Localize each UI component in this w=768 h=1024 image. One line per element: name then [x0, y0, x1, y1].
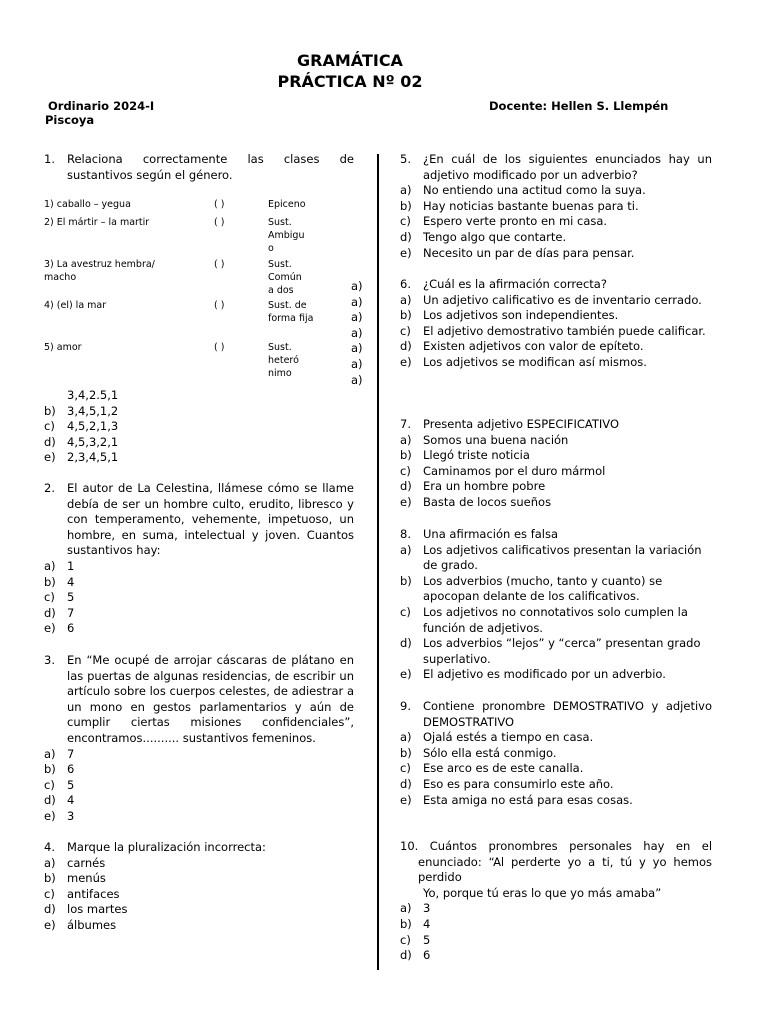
option: [400, 355, 712, 371]
option-text: Hay noticias bastante buenas para ti.: [423, 198, 639, 213]
option-text: álbumes: [67, 917, 117, 932]
option: [44, 606, 354, 622]
option-label: e): [400, 667, 412, 682]
option: [400, 636, 712, 667]
matching-item: 5) amor: [44, 342, 82, 353]
question-number: 3.: [44, 653, 55, 667]
question-text: Una afirmación es falsa: [423, 527, 559, 541]
option: [44, 793, 354, 809]
option-label: e): [44, 917, 56, 932]
option: [400, 199, 712, 215]
option: [44, 559, 354, 575]
stray-letter: a): [351, 356, 363, 371]
option-label: a): [44, 558, 56, 573]
option-label: c): [400, 604, 411, 619]
option-label: a): [44, 746, 56, 761]
option: [400, 793, 712, 809]
option-label: e): [44, 450, 56, 465]
option-label: d): [44, 605, 56, 620]
option-text: Los adjetivos se modifican así mismos.: [423, 354, 647, 369]
stray-letter: a): [351, 325, 363, 340]
option-text: 5: [67, 777, 75, 792]
question-6: [400, 277, 712, 371]
option-text: Tengo algo que contarte.: [423, 229, 567, 244]
option: [44, 856, 354, 872]
question-3: [44, 653, 354, 825]
option: [400, 479, 712, 495]
question-text-continued: Yo, porque tú eras lo que yo más amaba”: [423, 885, 662, 900]
option-text: 4,5,3,2,1: [67, 434, 119, 449]
question-10: [400, 839, 712, 964]
practice-subtitle: PRÁCTICA Nº 02: [277, 72, 423, 91]
option: [400, 948, 712, 964]
option-label: b): [400, 198, 412, 213]
option-label: e): [400, 494, 412, 509]
option-label: d): [400, 229, 412, 244]
option-label: a): [400, 183, 412, 198]
option: [400, 933, 712, 949]
question-8: [400, 527, 712, 683]
stray-letter: a): [351, 279, 363, 293]
option: [44, 778, 354, 794]
option-label: a): [400, 432, 412, 447]
option-label: d): [400, 776, 412, 791]
option-text: Un adjetivo calificativo es de inventario cerrado.: [423, 292, 702, 307]
option: [400, 901, 712, 917]
option-text: 6: [423, 948, 431, 963]
option-label: e): [400, 354, 412, 369]
option: [400, 433, 712, 449]
option-label: e): [400, 792, 412, 807]
option: [44, 419, 354, 435]
option-text: 7: [67, 746, 75, 761]
option-text: Necesito un par de días para pensar.: [423, 245, 635, 260]
option-text: Los adverbios (mucho, tanto y cuanto) se apocopan delante de los calificativos.: [423, 573, 663, 604]
option-text: El adjetivo es modificado por un adverbio.: [423, 667, 666, 682]
option: [400, 448, 712, 464]
teacher-name: Docente: Hellen S. Llempén: [489, 99, 669, 113]
matching-item: 2) El mártir – la martir: [44, 217, 150, 228]
option: [44, 388, 354, 404]
matching-type: Sust. heteró nimo: [268, 342, 299, 379]
option-label: e): [400, 245, 412, 260]
question-text: Marque la pluralización incorrecta:: [67, 840, 266, 854]
question-number: 4.: [44, 840, 55, 854]
option-text: Los adjetivos calificativos presentan la variación de grado.: [423, 542, 702, 573]
option-text: 4: [67, 574, 75, 589]
option-label: b): [400, 573, 412, 588]
question-text: ¿Cuál es la afirmación correcta?: [423, 277, 607, 291]
option-label: a): [400, 542, 412, 557]
option-label: d): [400, 636, 412, 651]
question-number: 2.: [44, 481, 55, 495]
option-label: d): [44, 902, 56, 917]
option-text: Espero verte pronto en mi casa.: [423, 214, 608, 229]
option-text: 7: [67, 605, 75, 620]
question-text: El autor de La Celestina, llámese cómo se llame debía de ser un hombre culto, erudito, libresco y con temperamento, vehemente, impetuoso, un hombre, en suma, intelectual y joven. Cuantos sustantivos hay:: [67, 481, 354, 558]
option: [44, 871, 354, 887]
option-label: a): [44, 855, 56, 870]
option-label: e): [44, 808, 56, 823]
question-text: Cuántos pronombres personales hay en el enunciado: “Al perderte yo a ti, tú y yo hemos perdido: [418, 839, 713, 885]
matching-type: Sust. de forma fija: [268, 300, 314, 324]
question-text: Presenta adjetivo ESPECIFICATIVO: [423, 417, 619, 431]
question-text: ¿En cuál de los siguientes enunciados hay un adjetivo modificado por un adverbio?: [423, 152, 712, 182]
question-9: [400, 699, 712, 808]
question-5: [400, 152, 712, 261]
matching-type: Epiceno: [268, 199, 306, 210]
option-label: c): [44, 886, 55, 901]
option-label: c): [44, 419, 55, 434]
question-1: [44, 152, 354, 183]
option-label: c): [44, 777, 55, 792]
option: [400, 574, 712, 605]
option-text: 3: [67, 808, 75, 823]
option-label: d): [44, 793, 56, 808]
stray-letter: a): [351, 341, 363, 356]
option: [44, 435, 354, 451]
option-text: 5: [423, 932, 431, 947]
option: [400, 464, 712, 480]
option-label: c): [400, 761, 411, 776]
question-number: 10.: [400, 839, 419, 853]
option: [400, 324, 712, 340]
option-text: 3: [423, 901, 431, 916]
option: [44, 404, 354, 420]
option-label: e): [44, 621, 56, 636]
question-number: 1.: [44, 152, 55, 166]
option-label: b): [400, 308, 412, 323]
option-text: El adjetivo demostrativo también puede calificar.: [423, 323, 706, 338]
option: [44, 887, 354, 903]
stray-letter-column: [351, 279, 363, 388]
stray-letter: a): [351, 294, 363, 309]
option: [400, 339, 712, 355]
option: [44, 762, 354, 778]
option-label: a): [400, 901, 412, 916]
stray-letter: a): [351, 310, 363, 325]
option-text: 3,4,5,1,2: [67, 403, 119, 418]
option-label: c): [400, 463, 411, 478]
option-label: a): [400, 730, 412, 745]
option-label: d): [400, 339, 412, 354]
option-label: b): [44, 762, 56, 777]
question-number: 6.: [400, 277, 411, 291]
option-text: Los adverbios “lejos” y “cerca” presentan grado superlativo.: [423, 636, 701, 666]
option-text: Caminamos por el duro mármol: [423, 463, 606, 478]
option-text: 4: [67, 793, 75, 808]
matching-type: Sust. Común a dos: [268, 259, 302, 296]
option-text: 6: [67, 621, 75, 636]
question-4: [44, 840, 354, 934]
term-label: Ordinario 2024-I: [48, 99, 155, 113]
option-label: d): [44, 434, 56, 449]
option-label: b): [44, 574, 56, 589]
question-text: Relaciona correctamente las clases de sustantivos según el género.: [67, 152, 354, 182]
option-text: 3,4,2.5,1: [67, 388, 119, 402]
option-text: Era un hombre pobre: [423, 479, 546, 494]
option-label: b): [44, 403, 56, 418]
option-label: b): [400, 448, 412, 463]
option-label: c): [400, 214, 411, 229]
option-label: a): [400, 292, 412, 307]
option: [44, 809, 354, 825]
option-text: Basta de locos sueños: [423, 494, 552, 509]
option: [400, 308, 712, 324]
question-text: Contiene pronombre DEMOSTRATIVO y adjetivo DEMOSTRATIVO: [423, 699, 712, 729]
option-label: c): [44, 590, 55, 605]
matching-item: 3) La avestruz hembra/ macho: [44, 259, 155, 283]
option: [400, 183, 712, 199]
option: [400, 761, 712, 777]
option: [400, 495, 712, 511]
option-label: d): [400, 479, 412, 494]
option: [400, 605, 712, 636]
option-text: Existen adjetivos con valor de epíteto.: [423, 339, 644, 354]
option-text: Los adjetivos no connotativos solo cumplen la función de adjetivos.: [423, 604, 688, 635]
option-text: Somos una buena nación: [423, 432, 569, 447]
option-text: carnés: [67, 855, 106, 870]
column-divider: [377, 154, 379, 970]
question-1-options: [44, 388, 354, 466]
option-label: b): [44, 871, 56, 886]
option-text: Ojalá estés a tiempo en casa.: [423, 730, 594, 745]
answer-blank: ( ): [214, 199, 225, 210]
option-text: los martes: [67, 902, 128, 917]
teacher-name-continued: Piscoya: [45, 113, 95, 127]
option-text: Los adjetivos son independientes.: [423, 308, 619, 323]
option: [400, 214, 712, 230]
option-label: b): [400, 916, 412, 931]
option: [44, 747, 354, 763]
option: [400, 293, 712, 309]
question-text: En “Me ocupé de arrojar cáscaras de plátano en las puertas de algunas residencias, de escribir un artículo sobre los cuerpos celestes, de adiestrar a un mono en gestos parlamentarios y aún de cumplir ciertas misiones confidenciales”, encontramos.......... sustantivos femeninos.: [67, 653, 354, 745]
option: [44, 575, 354, 591]
option-text: Llegó triste noticia: [423, 448, 530, 463]
option: [400, 917, 712, 933]
document-title: GRAMÁTICA: [297, 51, 403, 70]
option-text: 2,3,4,5,1: [67, 450, 119, 465]
question-number: 9.: [400, 699, 411, 713]
option-text: 6: [67, 762, 75, 777]
option-label: c): [400, 323, 411, 338]
option: [400, 667, 712, 683]
stray-letter: a): [351, 372, 363, 387]
option-text: 4,5,2,1,3: [67, 419, 119, 434]
option: [400, 230, 712, 246]
option: [400, 777, 712, 793]
option: [44, 918, 354, 934]
matching-item: 4) (el) la mar: [44, 300, 107, 311]
matching-item: 1) caballo – yegua: [44, 199, 131, 210]
question-number: 5.: [400, 152, 411, 166]
option-text: No entiendo una actitud como la suya.: [423, 183, 646, 198]
option-label: d): [400, 948, 412, 963]
question-2: [44, 481, 354, 637]
option-text: 4: [423, 916, 431, 931]
question-number: 8.: [400, 527, 411, 541]
option-label: b): [400, 745, 412, 760]
question-number: 7.: [400, 417, 411, 431]
option-text: Ese arco es de este canalla.: [423, 761, 584, 776]
option: [44, 590, 354, 606]
option: [400, 543, 712, 574]
option: [44, 621, 354, 637]
option: [44, 902, 354, 918]
option-text: 1: [67, 558, 75, 573]
option-label: c): [400, 932, 411, 947]
option-text: 5: [67, 590, 75, 605]
answer-blank: ( ): [214, 342, 225, 353]
option-text: Eso es para consumirlo este año.: [423, 776, 614, 791]
option: [400, 746, 712, 762]
option: [400, 246, 712, 262]
option-text: Sólo ella está conmigo.: [423, 745, 557, 760]
option-text: Esta amiga no está para esas cosas.: [423, 792, 633, 807]
option: [400, 730, 712, 746]
answer-blank: ( ): [214, 217, 225, 228]
option: [44, 450, 354, 466]
option-text: menús: [67, 871, 106, 886]
option-text: antifaces: [67, 886, 120, 901]
question-7: [400, 417, 712, 511]
answer-blank: ( ): [214, 259, 225, 270]
answer-blank: ( ): [214, 300, 225, 311]
matching-type: Sust. Ambigu o: [268, 217, 305, 254]
